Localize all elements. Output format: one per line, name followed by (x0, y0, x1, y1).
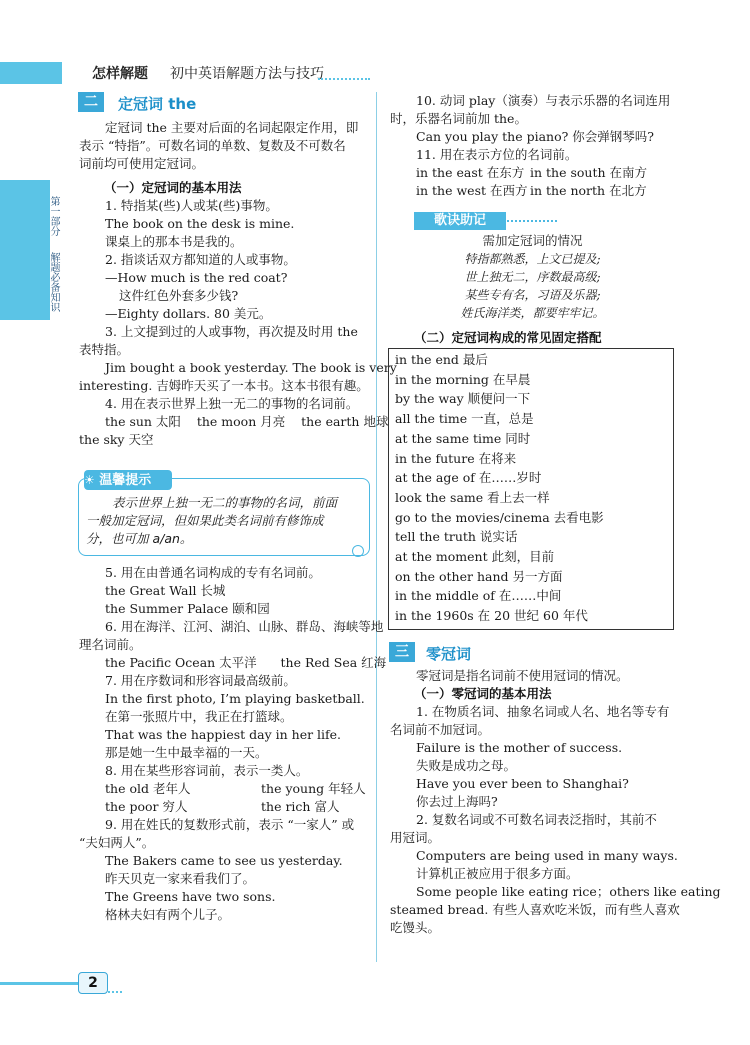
tip-heading-text: 温馨提示 (99, 473, 152, 488)
side-tab-topic (44, 252, 62, 316)
subsection-heading: （一）定冠词的基本用法 (104, 180, 242, 195)
text-line: 2. 指谈话双方都知道的人或事物。 (105, 252, 296, 267)
text-line: Failure is the mother of success. (416, 740, 623, 755)
text-line: The Bakers came to see us yesterday. (105, 853, 343, 868)
phrase-item: in the middle of 在……中间 (395, 588, 562, 604)
text-line: 失败是成功之母。 (416, 758, 517, 773)
text-line: Some people like eating rice；others like eating (416, 884, 721, 899)
people-row (79, 780, 369, 798)
text-line: —Eighty dollars. 80 美元。 (105, 306, 272, 321)
side-tab-part (44, 196, 62, 240)
text-line: 1. 特指某(些)人或某(些)事物。 (105, 198, 278, 213)
page-number: 2 (78, 972, 108, 994)
text-line: 9. 用在姓氏的复数形式前，表示 “一家人” 或 (105, 817, 355, 832)
text-line: The book on the desk is mine. (105, 216, 295, 231)
section-3-number: 三 (389, 642, 415, 662)
mnemonic-line: 世上独无二，序数最高级; (464, 270, 601, 284)
text-line: steamed bread. 有些人喜欢吃米饭，而有些人喜欢 (390, 902, 680, 917)
text-line: 昨天贝克一家来看我们了。 (105, 871, 256, 886)
text-span: in the west 在西方 (416, 183, 528, 198)
text-line: 课桌上的那本书是我的。 (105, 234, 243, 249)
section-2-number: 二 (78, 92, 104, 112)
subsection-heading: （一）零冠词的基本用法 (414, 686, 552, 701)
subsection-heading: （二）定冠词构成的常见固定搭配 (414, 330, 602, 345)
text-line: In the first photo, I’m playing basketball. (105, 691, 365, 706)
footer-dots (108, 985, 122, 993)
text-line: 2. 复数名词或不可数名词表泛指时，其前不 (416, 812, 657, 827)
text-span: the old 老年人 (105, 781, 191, 796)
text-line: interesting. 吉姆昨天买了一本书。这本书很有趣。 (79, 378, 369, 393)
phrase-list (395, 350, 670, 626)
text-span: in the south 在南方 (530, 165, 648, 180)
seas-row (79, 654, 387, 672)
text-line: 那是她一生中最幸福的一天。 (105, 745, 268, 760)
tip-line: 表示世界上独一无二的事物的名词，前面 (112, 495, 338, 510)
phrase-item: tell the truth 说实话 (395, 529, 518, 545)
mnemonic-line: 姓氏海洋类，都要牢牢记。 (460, 306, 605, 320)
text-span: the young 年轻人 (261, 781, 366, 796)
text-line: 格林夫妇有两个儿子。 (105, 907, 231, 922)
text-line: 10. 动词 play（演奏）与表示乐器的名词连用 (416, 93, 671, 108)
tip-line: 分，也可加 a/an。 (86, 531, 193, 546)
text-span: the earth 地球 (301, 414, 389, 429)
text-line: the Summer Palace 颐和园 (105, 601, 270, 616)
section-3-title: 零冠词 (426, 645, 472, 663)
text-line: 表特指。 (79, 342, 130, 357)
text-line: That was the happiest day in her life. (105, 727, 342, 742)
text-span: the Red Sea 红海 (280, 655, 387, 670)
header-dotted-line (318, 78, 370, 80)
text-line: 在第一张照片中，我正在打篮球。 (105, 709, 293, 724)
tip-corner-icon (352, 545, 364, 557)
text-span: the sun 太阳 (105, 414, 181, 429)
text-line: 7. 用在序数词和形容词最高级前。 (105, 673, 296, 688)
phrase-item: at the same time 同时 (395, 430, 531, 446)
text-line: —How much is the red coat? (105, 270, 288, 285)
phrase-item: go to the movies/cinema 去看电影 (395, 509, 604, 525)
text-line: 6. 用在海洋、江河、湖泊、山脉、群岛、海峡等地 (105, 619, 384, 634)
tip-line: 一般加定冠词，但如果此类名词前有修饰成 (86, 513, 324, 528)
header-title: 怎样解题 (92, 66, 148, 82)
header-subtitle: 初中英语解题方法与技巧 (170, 66, 324, 82)
text-line: Computers are being used in many ways. (416, 848, 678, 863)
mnemonic-dotted-line (507, 220, 557, 222)
tip-heading (84, 470, 172, 490)
tip-bulb-icon: ☀ (84, 473, 95, 487)
text-span: the Pacific Ocean 太平洋 (105, 655, 257, 670)
unique-things-row (79, 413, 389, 431)
text-span: the poor 穷人 (105, 799, 188, 814)
column-divider (376, 92, 377, 962)
text-line: 用冠词。 (390, 830, 441, 845)
text-line: 这件红色外套多少钱? (119, 288, 239, 303)
text-line: 8. 用在某些形容词前，表示一类人。 (105, 763, 309, 778)
text-span: in the east 在东方 (416, 165, 525, 180)
phrase-item: in the 1960s 在 20 世纪 60 年代 (395, 608, 588, 624)
text-line: 11. 用在表示方位的名词前。 (416, 147, 578, 162)
mnemonic-line: 特指都熟悉，上文已提及; (464, 252, 601, 266)
mnemonic-title: 需加定冠词的情况 (482, 233, 583, 248)
mnemonic-heading: 歌诀助记 (414, 212, 506, 230)
phrase-item: in the future 在将来 (395, 450, 517, 466)
phrase-item: at the moment 此刻，目前 (395, 549, 555, 565)
text-line: 你去过上海吗? (416, 794, 498, 809)
side-tab-part-text: 第一部分 (48, 196, 59, 236)
footer-accent-bar (0, 982, 78, 985)
phrase-item: in the end 最后 (395, 352, 488, 367)
text-line: 1. 在物质名词、抽象名词或人名、地名等专有 (416, 704, 670, 719)
phrase-item: on the other hand 另一方面 (395, 568, 563, 584)
intro-line: 定冠词 the 主要对后面的名词起限定作用，即 (105, 120, 359, 135)
text-span: the rich 富人 (261, 799, 340, 814)
phrase-item: all the time 一直，总是 (395, 411, 534, 427)
text-line: the sky 天空 (79, 432, 154, 447)
mnemonic-content (390, 232, 675, 322)
phrase-item: in the morning 在早晨 (395, 371, 531, 387)
intro-line: 词前均可使用定冠词。 (79, 156, 205, 171)
text-line: 零冠词是指名词前不使用冠词的情况。 (416, 668, 629, 683)
text-line: 理名词前。 (79, 637, 142, 652)
usage-block-b (79, 564, 387, 924)
phrase-item: look the same 看上去一样 (395, 489, 550, 505)
text-line: 4. 用在表示世界上独一无二的事物的名词前。 (105, 396, 359, 411)
text-span: the moon 月亮 (196, 414, 286, 429)
text-line: 计算机正被应用于很多方面。 (416, 866, 579, 881)
text-line: the Great Wall 长城 (105, 583, 226, 598)
text-line: 吃馒头。 (390, 920, 441, 935)
text-line: Have you ever been to Shanghai? (416, 776, 629, 791)
intro-line: 表示 “特指”。可数名词的单数、复数及不可数名 (79, 138, 346, 153)
people-row (79, 798, 369, 816)
text-line: 时，乐器名词前加 the。 (390, 111, 527, 126)
section-2-title: 定冠词 the (118, 95, 197, 113)
text-span: in the north 在北方 (530, 183, 647, 198)
text-line: 名词前不加冠词。 (390, 722, 491, 737)
directions-row (390, 182, 675, 200)
header-accent-bar (0, 62, 62, 84)
tip-content (86, 494, 361, 548)
usage-block-right (390, 92, 675, 200)
phrase-item: at the age of 在……岁时 (395, 470, 542, 486)
text-line: Jim bought a book yesterday. The book is very (105, 360, 397, 375)
section-2-intro (79, 119, 369, 173)
usage-block-a (79, 197, 397, 449)
text-line: The Greens have two sons. (105, 889, 276, 904)
section-3-body (390, 667, 721, 937)
text-line: 3. 上文提到过的人或事物，再次提及时用 the (105, 324, 358, 339)
header-dots-icon (60, 64, 82, 82)
text-line: “夫妇两人”。 (79, 835, 155, 850)
text-line: 5. 用在由普通名词构成的专有名词前。 (105, 565, 321, 580)
text-line: Can you play the piano? 你会弹钢琴吗? (416, 129, 654, 144)
mnemonic-line: 某些专有名，习语及乐器; (464, 288, 601, 302)
directions-row (390, 164, 675, 182)
phrase-item: by the way 顺便问一下 (395, 391, 531, 407)
side-tab (0, 180, 50, 320)
side-tab-topic-text: 解题必备知识 (48, 252, 59, 312)
